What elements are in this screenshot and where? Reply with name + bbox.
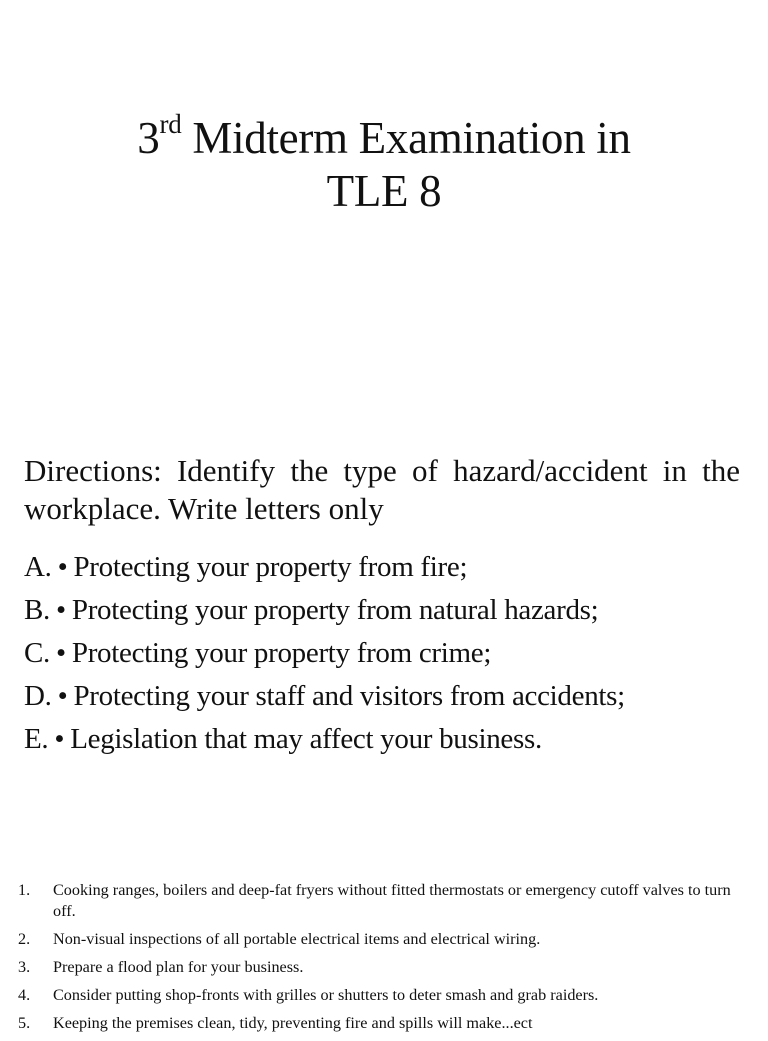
item-number: 2. [18,930,31,948]
bullet-icon: • [57,551,68,583]
item-text: Cooking ranges, boilers and deep-fat fryers without fitted thermostats or emergency cutoff valves to turn off. [53,881,731,920]
choice-letter: B. [24,594,50,626]
bullet-icon: • [54,723,65,755]
question-items-list [18,880,748,1041]
choice-a [24,546,754,589]
item-text: Keeping the premises clean, tidy, preventing fire and spills will make...ect [53,1014,533,1032]
choice-letter: C. [24,637,50,669]
title-ordinal-number: 3 [137,113,160,163]
choice-text: Protecting your staff and visitors from accidents; [73,680,625,712]
choice-letter: D. [24,680,52,712]
choice-c [24,632,754,675]
title-line1-text: Midterm Examination in [181,113,631,163]
choice-d [24,675,754,718]
bullet-icon: • [56,637,66,669]
item-text: Prepare a flood plan for your business. [53,958,304,976]
question-item-1 [18,880,748,922]
directions-text: Directions: Identify the type of hazard/accident in the workplace. Write letters only [24,453,740,526]
choice-text: Protecting your property from crime; [71,637,492,669]
question-item-3 [18,957,748,978]
item-number: 5. [18,1014,31,1032]
item-number: 4. [18,986,31,1004]
exam-title-line2: TLE 8 [326,166,442,216]
choice-text: Legislation that may affect your business. [70,723,542,755]
choice-b [24,589,754,632]
question-item-4 [18,985,748,1006]
title-ordinal-suffix: rd [159,109,182,139]
choice-letter: A. [24,551,52,583]
question-item-2 [18,929,748,950]
item-number: 1. [18,881,31,899]
exam-title [0,109,768,218]
item-number: 3. [18,958,31,976]
item-text: Consider putting shop-fronts with grilles or shutters to deter smash and grab raiders. [53,986,599,1004]
bullet-icon: • [56,594,66,626]
choice-text: Protecting your property from natural hazards; [71,594,599,626]
exam-title-line1 [0,109,768,165]
item-text: Non-visual inspections of all portable electrical items and electrical wiring. [53,930,541,948]
choice-text: Protecting your property from fire; [73,551,468,583]
choice-letter: E. [24,723,49,755]
choice-e [24,718,754,761]
bullet-icon: • [57,680,68,712]
answer-choices-list [24,546,754,761]
